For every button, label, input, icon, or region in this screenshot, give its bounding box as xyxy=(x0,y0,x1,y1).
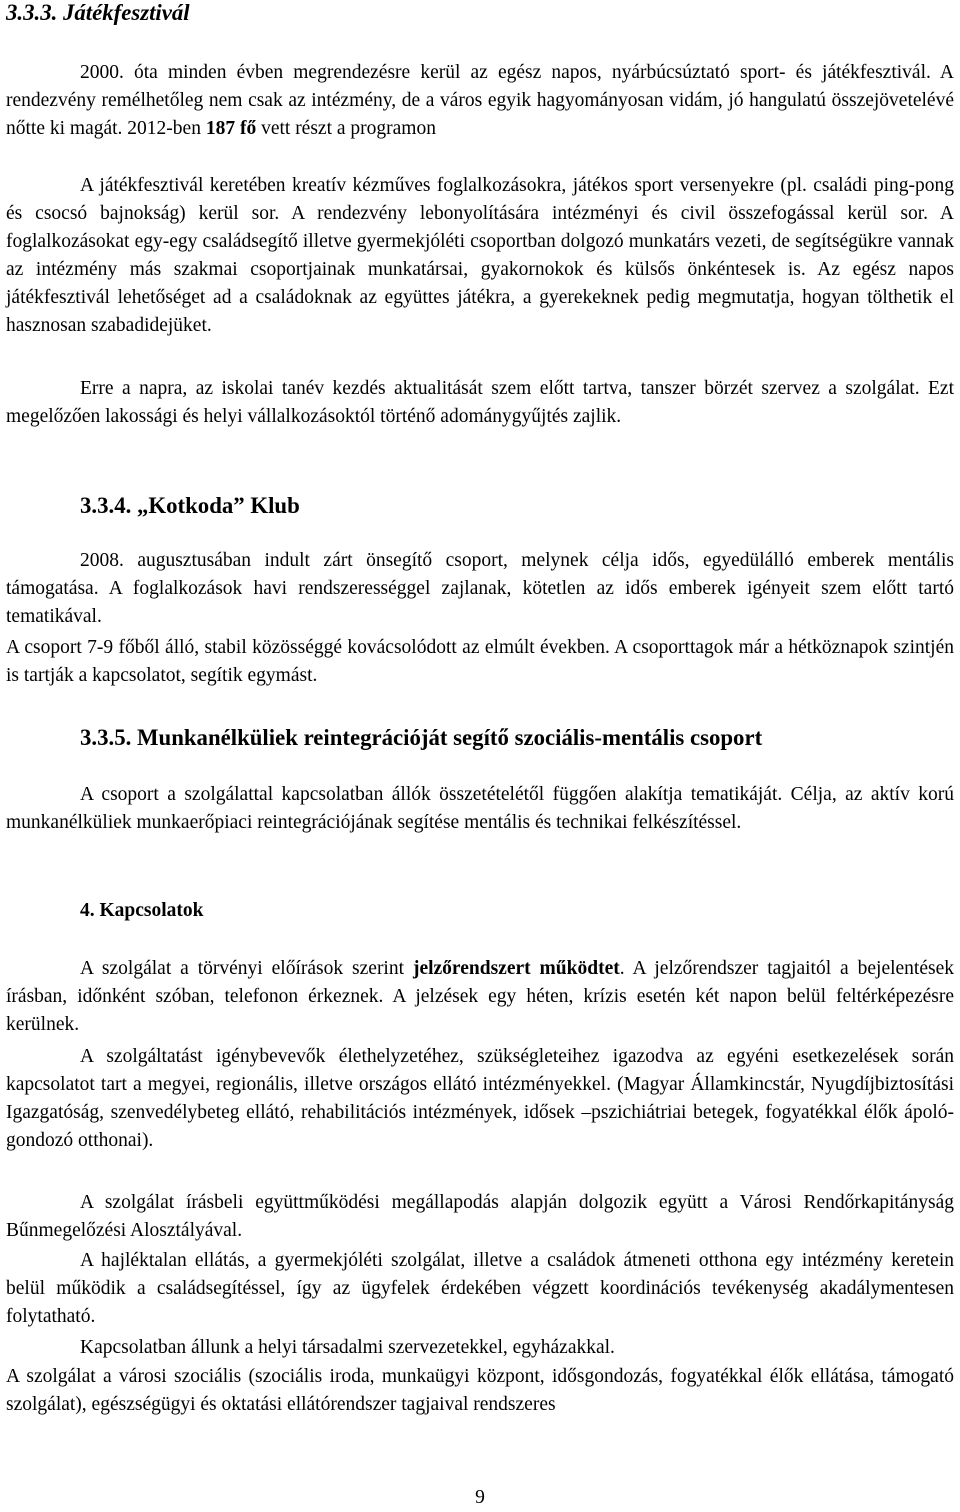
participant-count: 187 fő xyxy=(205,118,257,139)
section-heading-4: 4. Kapcsolatok xyxy=(80,900,204,921)
paragraph-club-intro: 2008. augusztusában indult zárt önsegítő csoport, melynek célja idős, egyedülálló emberek mentális támogatása. A foglalkozások havi rendszerességgel zajlanak, kötetlen az idős emberek igényeit szem előtt tartó tematikával. xyxy=(6,550,954,627)
paragraph-text: 2000. óta minden évben megrendezésre kerül az egész napos, nyárbúcsúztató sport- és játékfesztivál. A rendezvény remélhetőleg nem csak az intézmény, de a város egyik hagyományosan vidám, jó hangulatú összejövetelévé nőtte ki magát. 2012-ben xyxy=(6,62,954,139)
section-heading-3-3-5: 3.3.5. Munkanélküliek reintegrációját segítő szociális-mentális csoport xyxy=(80,725,763,750)
section-heading-3-3-4: 3.3.4. „Kotkoda” Klub xyxy=(80,493,300,518)
paragraph-institution-internal: A hajléktalan ellátás, a gyermekjóléti szolgálat, illetve a családok átmeneti otthona egy intézmény keretein belül működik a családsegítéssel, így az ügyfelek érdekében végzett koordinációs tevékenység akadálymentesen folytatható. xyxy=(6,1250,954,1327)
paragraph-festival-intro xyxy=(6,59,954,143)
paragraph-signal-system xyxy=(6,955,954,1039)
paragraph-text: A szolgálat a törvényi előírások szerint xyxy=(80,958,413,979)
paragraph-festival-school-fair: Erre a napra, az iskolai tanév kezdés aktualitását szem előtt tartva, tanszer börzét szervez a szolgálat. Ezt megelőzően lakossági és helyi vállalkozásoktól történő adománygyűjtés zajlik. xyxy=(6,378,954,427)
paragraph-text: vett részt a programon xyxy=(256,118,436,139)
paragraph-city-system: A szolgálat a városi szociális (szociális iroda, munkaügyi központ, idősgondozás, fogyatékkal élők ellátása, támogató szolgálat), egészségügyi és oktatási ellátórendszer tagjaival rendszeres xyxy=(6,1366,954,1415)
page-number: 9 xyxy=(475,1487,485,1508)
paragraph-text: . A jelzőrendszer tagjaitól a bejelentések írásban, időnként szóban, telefonon érkeznek. A jelzések egy héten, krízis esetén két napon belül feltérképezésre kerülnek. xyxy=(6,958,954,1035)
section-heading-3-3-3: 3.3.3. Játékfesztivál xyxy=(6,0,190,25)
paragraph-club-group: A csoport 7-9 főből álló, stabil közösséggé kovácsolódott az elmúlt években. A csoporttagok már a hétköznapok szintjén is tartják a kapcsolatot, segítik egymást. xyxy=(6,637,954,686)
paragraph-institution-contacts: A szolgáltatást igénybevevők élethelyzetéhez, szükségleteihez igazodva az egyéni esetkezelések során kapcsolatot tart a megyei, regionális, illetve országos ellátó intézményekkel. (Magyar Államkincstár, Nyugdíjbiztosítási Igazgatóság, szenvedélybeteg ellátó, rehabilitációs intézmények, idősek –pszichiátriai betegek, fogyatékkal élők ápoló-gondozó otthonai). xyxy=(6,1046,954,1151)
paragraph-police-agreement: A szolgálat írásbeli együttműködési megállapodás alapján dolgozik együtt a Városi Rendőrkapitányság Bűnmegelőzési Alosztályával. xyxy=(6,1192,954,1241)
paragraph-unemployed-group: A csoport a szolgálattal kapcsolatban állók összetételétől függően alakítja tematikáját. Célja, az aktív korú munkanélküliek munkaerőpiaci reintegrációjának segítése mentális és technikai felkészítéssel. xyxy=(6,784,954,833)
paragraph-festival-activities: A játékfesztivál keretében kreatív kézműves foglalkozásokra, játékos sport versenyekre (pl. családi ping-pong és csocsó bajnokság) kerül sor. A rendezvény lebonyolítására intézményi és civil összefogással kerül sor. A foglalkozásokat egy-egy családsegítő illetve gyermekjóléti csoportban dolgozó munkatárs vezeti, de segítségükre vannak az intézmény más szakmai csoportjainak munkatársai, gyakornokok és külsős önkéntesek is. Az egész napos játékfesztivál lehetőséget ad a családoknak az együttes játékra, a gyerekeknek pedig megmutatja, hogyan tölthetik el hasznosan szabadidejüket. xyxy=(6,175,954,336)
signal-system-emphasis: jelzőrendszert működtet xyxy=(412,958,620,979)
paragraph-civil-contacts: Kapcsolatban állunk a helyi társadalmi szervezetekkel, egyházakkal. xyxy=(80,1337,615,1358)
